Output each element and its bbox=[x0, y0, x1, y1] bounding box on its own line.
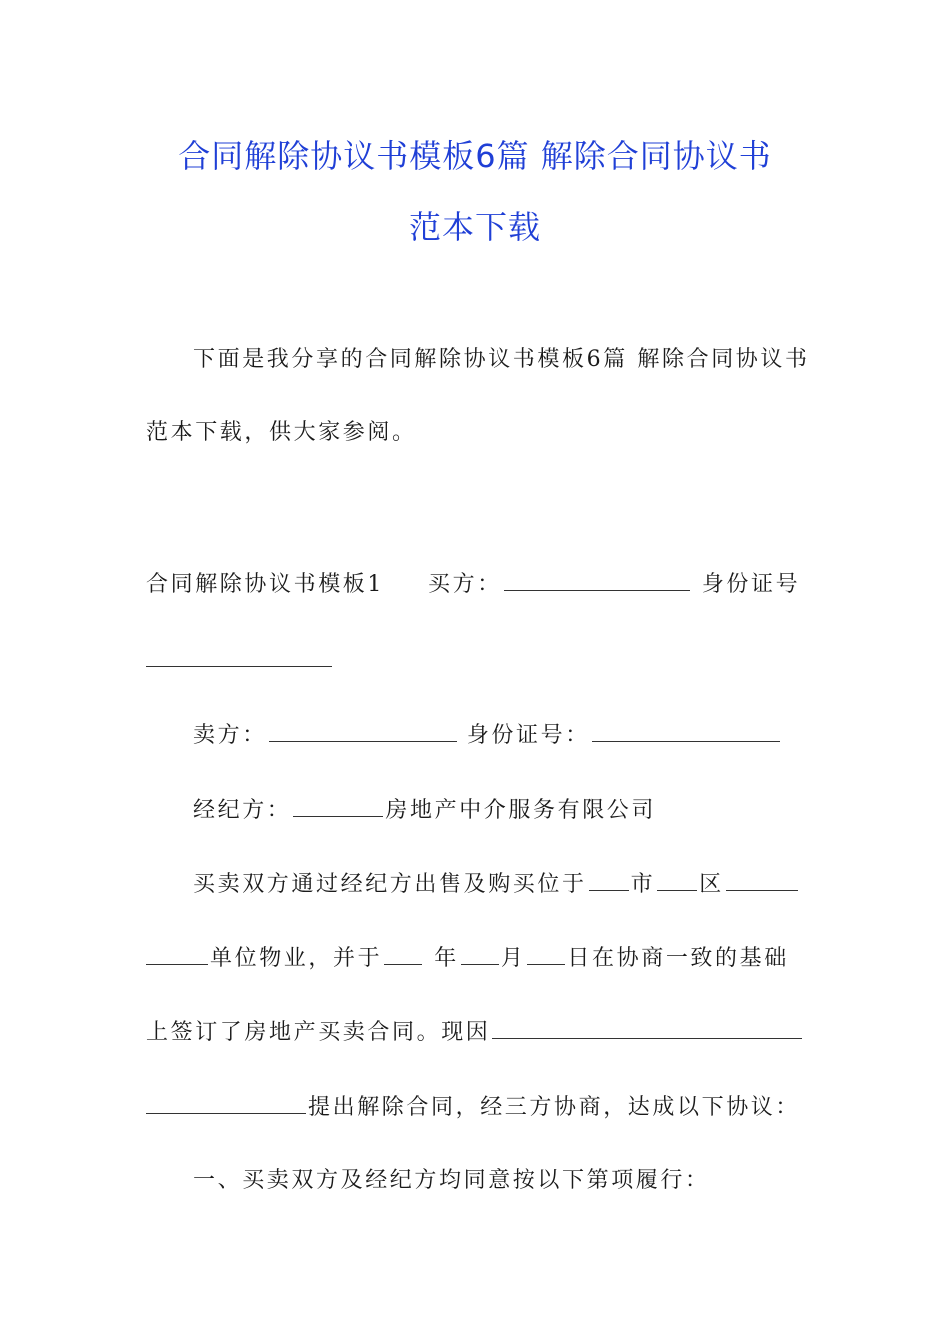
template-heading: 合同解除协议书模板1 bbox=[146, 572, 384, 597]
year-blank bbox=[384, 942, 422, 965]
body-line-2 bbox=[146, 942, 806, 974]
intro-paragraph-line-1: 下面是我分享的合同解除协议书模板6篇 解除合同协议书 bbox=[193, 347, 810, 372]
body-line-4 bbox=[146, 1091, 806, 1123]
body-line-1 bbox=[193, 868, 806, 900]
clause-1: 一、买卖双方及经纪方均同意按以下第项履行： bbox=[193, 1168, 710, 1193]
reason-blank-2 bbox=[146, 1091, 306, 1114]
seller-id-blank bbox=[592, 719, 780, 742]
seller-id-label: 身份证号： bbox=[466, 723, 590, 748]
day-text: 日在协商一致的基础 bbox=[567, 946, 789, 971]
day-blank bbox=[527, 942, 565, 965]
district-label: 区 bbox=[699, 872, 724, 897]
buyer-label: 买方： bbox=[428, 572, 502, 597]
city-label: 市 bbox=[630, 872, 656, 897]
agent-blank bbox=[293, 794, 383, 817]
body2-text: 单位物业，并于 bbox=[210, 946, 383, 971]
seller-row bbox=[193, 719, 806, 751]
template-heading-row bbox=[146, 568, 806, 600]
seller-blank bbox=[269, 719, 457, 742]
body4-text: 提出解除合同，经三方协商，达成以下协议： bbox=[308, 1095, 801, 1120]
agent-row bbox=[193, 794, 806, 826]
document-title-line-1: 合同解除协议书模板6篇 解除合同协议书 bbox=[178, 137, 772, 175]
buyer-id-label: 身份证号 bbox=[701, 572, 801, 597]
address-blank-1 bbox=[726, 868, 798, 891]
district-blank bbox=[657, 868, 697, 891]
year-label: 年 bbox=[434, 946, 459, 971]
body3-text: 上签订了房地产买卖合同。现因 bbox=[146, 1020, 491, 1045]
buyer-id-row bbox=[146, 644, 806, 676]
agent-suffix: 房地产中介服务有限公司 bbox=[385, 798, 657, 823]
body1-text: 买卖双方通过经纪方出售及购买位于 bbox=[193, 872, 587, 897]
reason-blank-1 bbox=[492, 1016, 802, 1039]
month-blank bbox=[461, 942, 499, 965]
city-blank bbox=[589, 868, 629, 891]
intro-paragraph-line-2: 范本下载，供大家参阅。 bbox=[146, 420, 417, 445]
seller-label: 卖方： bbox=[193, 723, 267, 748]
address-blank-2 bbox=[146, 942, 208, 965]
document-title-line-2: 范本下载 bbox=[408, 208, 541, 246]
month-label: 月 bbox=[500, 946, 526, 971]
body-line-3 bbox=[146, 1016, 806, 1048]
buyer-id-blank bbox=[146, 644, 332, 667]
agent-label: 经纪方： bbox=[193, 798, 292, 823]
buyer-blank bbox=[504, 568, 690, 591]
